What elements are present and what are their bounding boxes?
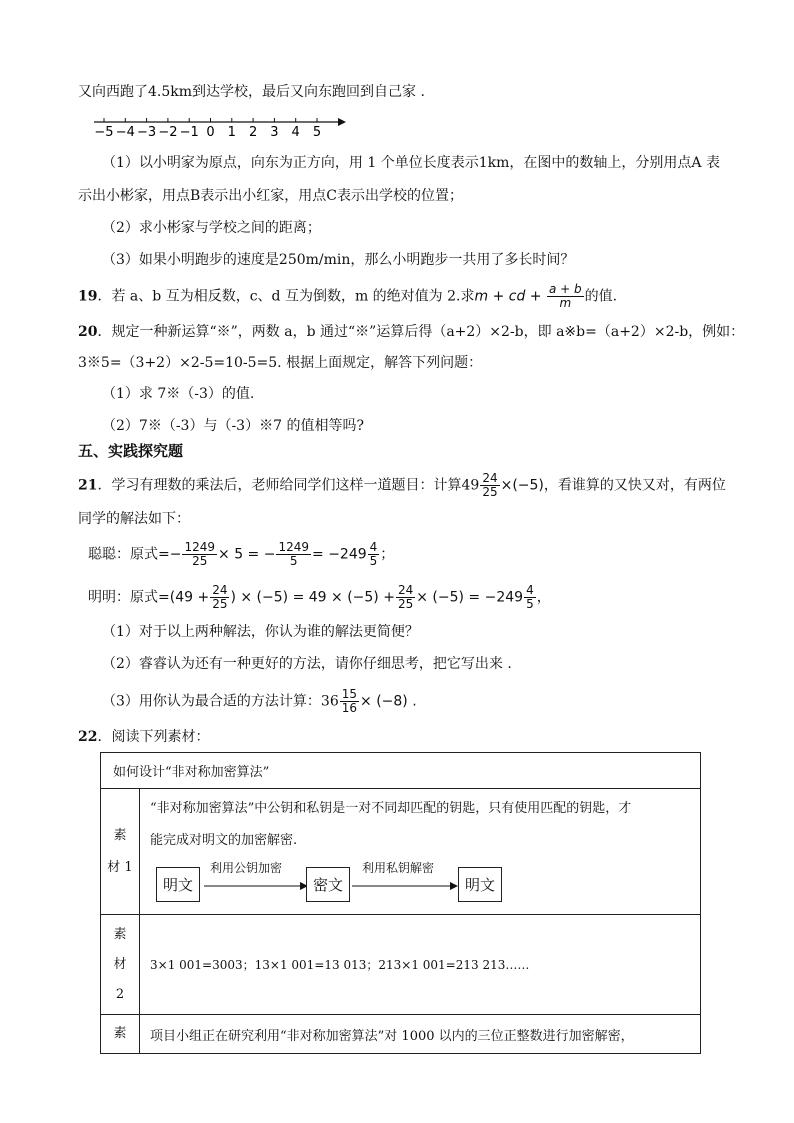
congcong-solution: 聪聪：原式=− $\frac{1249}{25}$ × 5 = − $\frac{1249}{5}$ = −249 $\frac{4}{5}$ ； xyxy=(88,540,395,568)
arrow-right-icon xyxy=(352,881,458,891)
material2-content: 3×1 001=3003；13×1 001=13 013；213×1 001=213 213…… xyxy=(140,915,701,1015)
q19-expr: m + cd + xyxy=(474,288,542,305)
q19-text: ．若 a、b 互为相反数，c、d 互为倒数，m 的绝对值为 2.求 xyxy=(97,288,475,305)
flow-arrow2-label: 利用私钥解密 xyxy=(362,861,435,875)
q21-mixed-fraction: $\frac{24}{25}$ xyxy=(482,471,498,499)
number-line-label: 4 xyxy=(291,125,300,140)
number-line-label: −3 xyxy=(137,125,157,140)
number-line-label: 5 xyxy=(312,125,322,140)
q20-part1: （1）求 7※（-3）的值. xyxy=(102,386,255,402)
q18-part1b: 示出小彬家，用点B表示出小红家，用点C表示出学校的位置； xyxy=(78,188,463,204)
q21-line1: 21．学习有理数的乘法后，老师给同学们这样一道题目：计算49 $\frac{24}{25}$ ×(−5)，看谁算的又快又对，有两位 xyxy=(78,471,726,499)
flow-box-ciphertext: 密文 xyxy=(306,867,350,902)
number-line-label: 2 xyxy=(248,125,258,140)
flow-box-plaintext-1: 明文 xyxy=(156,867,200,902)
number-line-label: −4 xyxy=(115,125,135,140)
materials-table xyxy=(100,752,701,1054)
q20-line2: 3※5=（3+2）×2-5=10-5=5. 根据上面规定，解答下列问题： xyxy=(78,355,483,371)
q19 xyxy=(78,283,617,310)
number-line-label: −5 xyxy=(94,125,114,140)
q21-part2: （2）睿睿认为还有一种更好的方法，请你仔细思考，把它写出来 . xyxy=(102,656,512,672)
flow-box-plaintext-2: 明文 xyxy=(458,867,502,902)
q18-part3: （3）如果小明跑步的速度是250m/min，那么小明跑步一共用了多长时间？ xyxy=(102,252,575,268)
material1-label: 素 材 1 xyxy=(101,789,140,915)
table-title: 如何设计“非对称加密算法” xyxy=(101,753,701,789)
q20-part2: （2）7※（-3）与（-3）※7 的值相等吗? xyxy=(102,418,364,434)
q18-tail-text: 又向西跑了4.5km到达学校，最后又向东跑回到自己家 . xyxy=(78,84,425,100)
number-line-label: −1 xyxy=(179,125,199,140)
material3-label: 素 xyxy=(101,1015,140,1054)
q18-part2: （2）求小彬家与学校之间的距离； xyxy=(102,220,321,236)
number-line-label: −2 xyxy=(158,125,178,140)
material2-label: 素 材 2 xyxy=(101,915,140,1015)
q21-line2: 同学的解法如下： xyxy=(78,511,190,527)
q21-part3: （3）用你认为最合适的方法计算：36 $\frac{15}{16}$ × (−8) . xyxy=(102,687,417,715)
q19-fraction: $\frac{a + b}{m}$ xyxy=(548,282,582,310)
q22-intro: 22．阅读下列素材： xyxy=(78,729,210,745)
q21-part1: （1）对于以上两种解法，你认为谁的解法更简便？ xyxy=(102,624,419,640)
q20-line1: 20．规定一种新运算“※”，两数 a，b 通过“※”运算后得（a+2）×2-b，即 a※b=（a+2）×2-b，例如： xyxy=(78,324,745,340)
number-line-label: 1 xyxy=(227,125,236,140)
material3-content: 项目小组正在研究利用“非对称加密算法”对 1000 以内的三位正整数进行加密解密， xyxy=(140,1015,701,1054)
q19-tail: 的值. xyxy=(584,288,618,305)
mingming-solution: 明明：原式=(49 + $\frac{24}{25}$ ) × (−5) = 49 × (−5) + $\frac{24}{25}$ × (−5) = −249 $\frac{4}{5}$ ， xyxy=(88,583,551,611)
number-line xyxy=(90,112,350,142)
flow-arrow1-label: 利用公钥加密 xyxy=(210,861,283,875)
number-line-label: 0 xyxy=(206,125,215,140)
material1-content: “非对称加密算法”中公钥和私钥是一对不同却匹配的钥匙，只有使用匹配的钥匙，才 能完成对明文的加密解密. 明文 利用公钥加密 密文 利用私钥解密 明文 xyxy=(140,789,701,915)
q18-part1a: （1）以小明家为原点，向东为正方向，用 1 个单位长度表示1km，在图中的数轴上，分别用点A 表 xyxy=(102,155,720,171)
number-line-label: 3 xyxy=(270,125,279,140)
arrow-right-icon xyxy=(204,881,308,891)
section-title: 五、实践探究题 xyxy=(78,442,184,460)
q19-number: 19 xyxy=(78,288,98,305)
